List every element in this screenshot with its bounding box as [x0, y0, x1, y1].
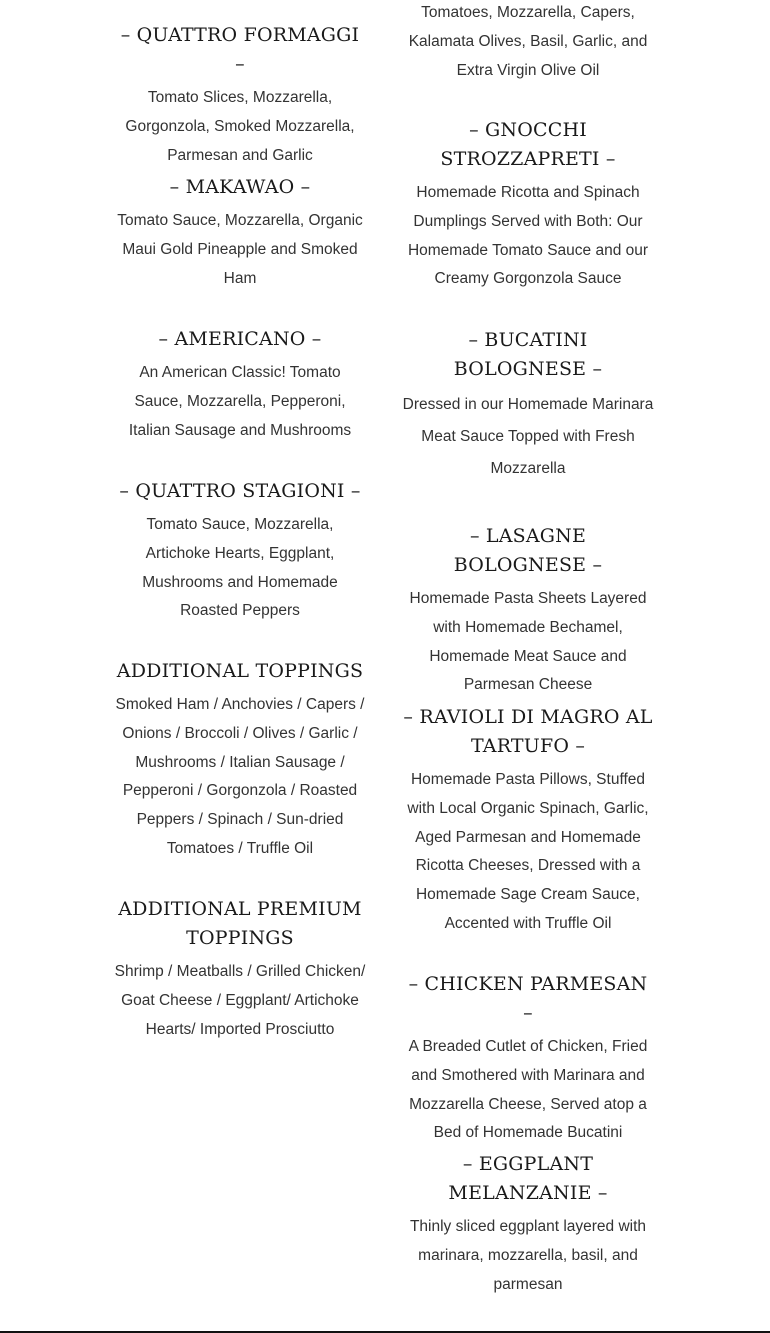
- menu-item-description: Tomato Slices, Mozzarella, Gorgonzola, Smoked Mozzarella, Parmesan and Garlic: [125, 89, 355, 164]
- menu-item-title: – AMERICANO –: [158, 328, 322, 350]
- menu-item-chicken-parmesan: [402, 970, 654, 1148]
- menu-item-quattro-stagioni: [114, 477, 366, 626]
- section-title: ADDITIONAL PREMIUM TOPPINGS: [118, 898, 362, 949]
- menu-item-description: An American Classic! Tomato Sauce, Mozzarella, Pepperoni, Italian Sausage and Mushrooms: [128, 364, 352, 439]
- menu-section-additional-premium-toppings: [114, 895, 366, 1044]
- menu-item-description: Homemade Pasta Pillows, Stuffed with Local Organic Spinach, Garlic, Aged Parmesan and Homemade Ricotta Cheeses, Dressed with a Homemade Sage Cream Sauce, Accented with Truffle Oil: [407, 771, 649, 932]
- menu-item-description: Tomato Sauce, Mozzarella, Artichoke Hearts, Eggplant, Mushrooms and Homemade Roasted Peppers: [142, 516, 338, 620]
- menu-section-additional-toppings: [114, 657, 366, 864]
- menu-item-continued: [402, 0, 654, 85]
- menu-item-bucatini-bolognese: [402, 326, 654, 485]
- menu-item-quattro-formaggi: [114, 21, 366, 170]
- menu-item-description: Tomato Sauce, Mozzarella, Organic Maui Gold Pineapple and Smoked Ham: [117, 212, 363, 287]
- menu-item-title: – CHICKEN PARMESAN –: [408, 973, 648, 1024]
- menu-item-title: – QUATTRO STAGIONI –: [119, 480, 361, 502]
- menu-item-americano: [114, 325, 366, 445]
- menu-item-description: Tomatoes, Mozzarella, Capers, Kalamata Olives, Basil, Garlic, and Extra Virgin Olive Oil: [408, 4, 648, 79]
- menu-item-ravioli-di-magro: [402, 703, 654, 939]
- menu-item-lasagne-bolognese: [402, 522, 654, 700]
- menu-item-description: Homemade Pasta Sheets Layered with Homemade Bechamel, Homemade Meat Sauce and Parmesan Cheese: [409, 590, 647, 694]
- menu-item-description: A Breaded Cutlet of Chicken, Fried and Smothered with Marinara and Mozzarella Cheese, Served atop a Bed of Homemade Bucatini: [408, 1038, 648, 1142]
- menu-item-description: Thinly sliced eggplant layered with marinara, mozzarella, basil, and parmesan: [409, 1218, 647, 1293]
- menu-item-title: – BUCATINI BOLOGNESE –: [453, 329, 603, 380]
- section-description: Shrimp / Meatballs / Grilled Chicken/ Goat Cheese / Eggplant/ Artichoke Hearts/ Imported Prosciutto: [114, 963, 366, 1038]
- menu-item-eggplant-melanzanie: [402, 1150, 654, 1299]
- section-title: ADDITIONAL TOPPINGS: [116, 660, 364, 682]
- menu-item-title: – QUATTRO FORMAGGI –: [120, 24, 360, 75]
- menu-item-title: – EGGPLANT MELANZANIE –: [448, 1153, 608, 1204]
- menu-item-title: – GNOCCHI STROZZAPRETI –: [440, 119, 616, 170]
- menu-item-gnocchi-strozzapreti: [402, 116, 654, 294]
- section-description: Smoked Ham / Anchovies / Capers / Onions / Broccoli / Olives / Garlic / Mushrooms / Italian Sausage / Pepperoni / Gorgonzola / Roasted Peppers / Spinach / Sun-dried Tomatoes / Truffle Oil: [115, 696, 365, 857]
- menu-item-description: Dressed in our Homemade Marinara Meat Sauce Topped with Fresh Mozzarella: [402, 396, 654, 477]
- menu-item-makawao: [114, 173, 366, 293]
- menu-item-title: – RAVIOLI DI MAGRO AL TARTUFO –: [403, 706, 653, 757]
- menu-item-title: – LASAGNE BOLOGNESE –: [453, 525, 603, 576]
- menu-item-title: – MAKAWAO –: [169, 176, 311, 198]
- menu-item-description: Homemade Ricotta and Spinach Dumplings Served with Both: Our Homemade Tomato Sauce and our Creamy Gorgonzola Sauce: [407, 184, 649, 288]
